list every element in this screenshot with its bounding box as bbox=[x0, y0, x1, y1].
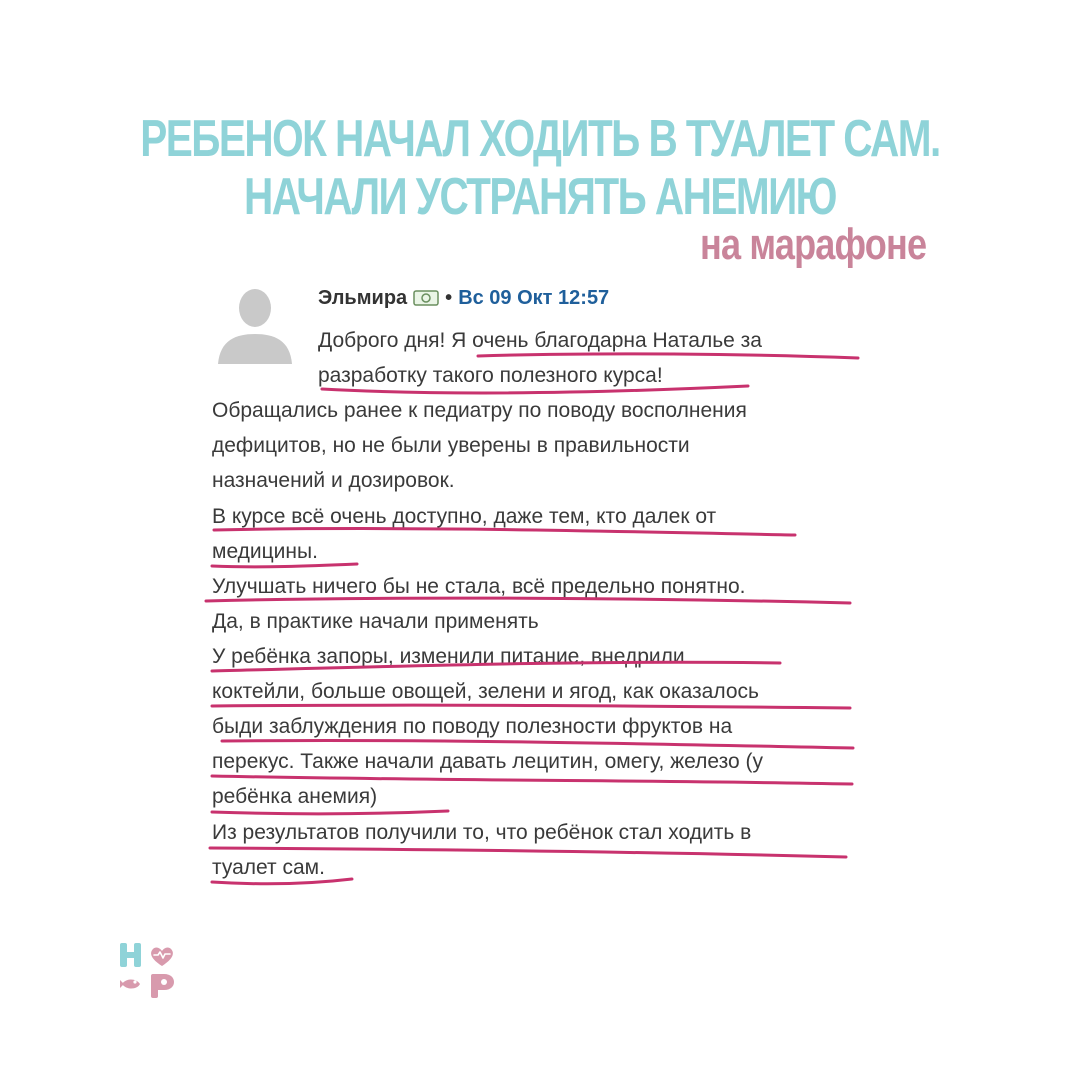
comment-header bbox=[318, 284, 609, 312]
user-silhouette-icon bbox=[214, 282, 296, 364]
comment-date[interactable]: Вс 09 Окт 12:57 bbox=[458, 286, 610, 309]
comment-line: медицины. bbox=[212, 540, 318, 563]
headline-line-1: РЕБЕНОК НАЧАЛ ХОДИТЬ В ТУАЛЕТ САМ. bbox=[140, 110, 940, 168]
comment-line: ребёнка анемия) bbox=[212, 785, 378, 808]
comment-line: дефицитов, но не были уверены в правильности bbox=[212, 434, 690, 457]
comment-line: Обращались ранее к педиатру по поводу восполнения bbox=[212, 399, 747, 422]
header-separator: • bbox=[445, 286, 453, 309]
comment-line: разработку такого полезного курса! bbox=[318, 364, 663, 387]
comment-line: У ребёнка запоры, изменили питание, внедрили bbox=[212, 645, 685, 668]
comment-line: коктейли, больше овощей, зелени и ягод, как оказалось bbox=[212, 680, 759, 703]
comment-line: туалет сам. bbox=[212, 856, 325, 879]
brand-logo-icon bbox=[118, 940, 178, 1000]
comment-line: В курсе всё очень доступно, даже тем, кто далек от bbox=[212, 505, 717, 528]
comment-author[interactable]: Эльмира bbox=[318, 286, 408, 309]
comment-line: Из результатов получили то, что ребёнок стал ходить в bbox=[212, 821, 752, 844]
comment-line: назначений и дозировок. bbox=[212, 469, 455, 492]
comment-line: Доброго дня! Я очень благодарна Наталье за bbox=[318, 329, 762, 352]
headline-subline: на марафоне bbox=[700, 220, 927, 269]
comment-line: перекус. Также начали давать лецитин, омегу, железо (у bbox=[212, 750, 764, 773]
money-badge-icon bbox=[413, 290, 439, 306]
comment-line: Да, в практике начали применять bbox=[212, 610, 539, 633]
comment-line: Улучшать ничего бы не стала, всё предельно понятно. bbox=[212, 575, 746, 598]
headline-line-2: НАЧАЛИ УСТРАНЯТЬ АНЕМИЮ bbox=[244, 168, 836, 226]
comment-line: быди заблуждения по поводу полезности фруктов на bbox=[212, 715, 733, 738]
